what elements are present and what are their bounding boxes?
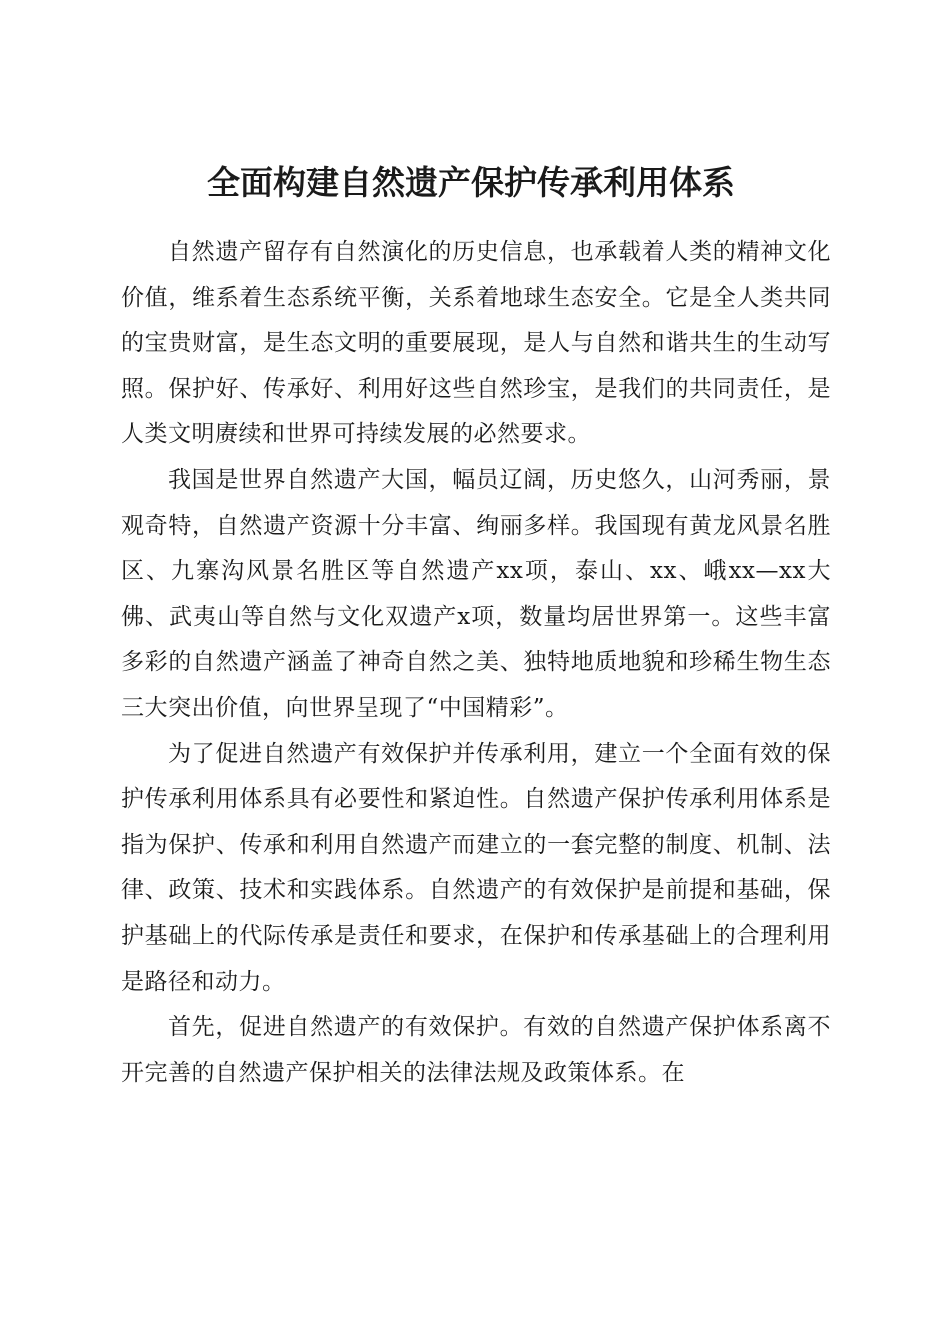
- paragraph-4: 首先，促进自然遗产的有效保护。有效的自然遗产保护体系离不开完善的自然遗产保护相关的法律法规及政策体系。在: [121, 1014, 831, 1086]
- document-body: [121, 230, 831, 1096]
- document-title: 全面构建自然遗产保护传承利用体系: [207, 163, 735, 203]
- paragraph-2: 我国是世界自然遗产大国，幅员辽阔，历史悠久，山河秀丽，景观奇特，自然遗产资源十分丰富、绚丽多样。我国现有黄龙风景名胜区、九寨沟风景名胜区等自然遗产xx项，泰山、xx、峨xx—xx大佛、武夷山等自然与文化双遗产x项，数量均居世界第一。这些丰富多彩的自然遗产涵盖了神奇自然之美、独特地质地貌和珍稀生物生态三大突出价值，向世界呈现了“中国精彩”。: [121, 466, 831, 721]
- paragraph-3: 为了促进自然遗产有效保护并传承利用，建立一个全面有效的保护传承利用体系具有必要性和紧迫性。自然遗产保护传承利用体系是指为保护、传承和利用自然遗产而建立的一套完整的制度、机制、法律、政策、技术和实践体系。自然遗产的有效保护是前提和基础，保护基础上的代际传承是责任和要求，在保护和传承基础上的合理利用是路径和动力。: [121, 740, 831, 995]
- paragraph-1: 自然遗产留存有自然演化的历史信息，也承载着人类的精神文化价值，维系着生态系统平衡，关系着地球生态安全。它是全人类共同的宝贵财富，是生态文明的重要展现，是人与自然和谐共生的生动写照。保护好、传承好、利用好这些自然珍宝，是我们的共同责任，是人类文明赓续和世界可持续发展的必然要求。: [121, 239, 831, 448]
